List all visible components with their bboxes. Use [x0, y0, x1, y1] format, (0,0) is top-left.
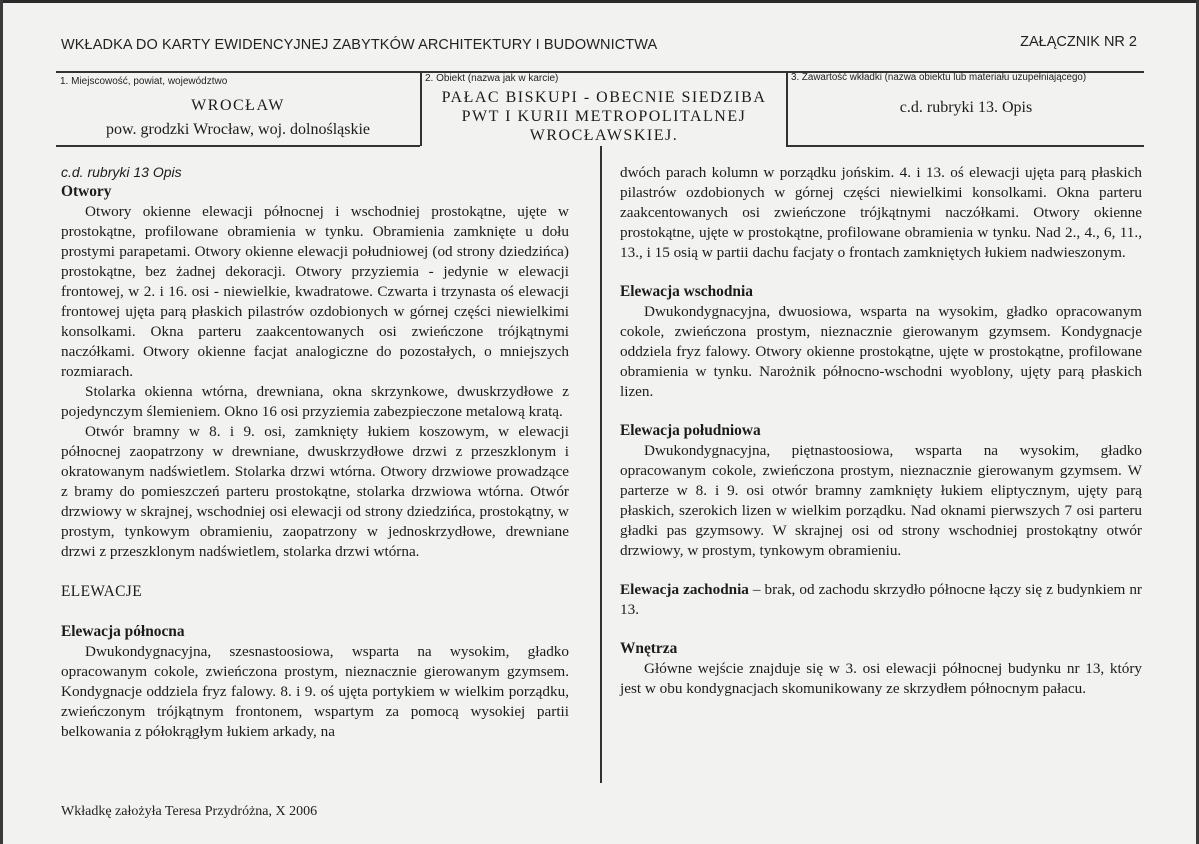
location-city: WROCŁAW	[191, 97, 285, 114]
scan-edge-top	[0, 0, 1199, 3]
object-label: 2. Obiekt (nazwa jak w karcie)	[425, 73, 559, 84]
contents-label: 3. Zawartość wkładki (nazwa obiektu lub materiału uzupełniającego)	[791, 72, 1087, 83]
paragraph-elewacja-polnocna: Dwukondygnacyjna, szesnastoosiowa, wsparta na wysokim, gładko opracowanym cokole, zwieńczona prostym, nieznacznie gierowanym gzymsem. Kondygnacje oddziela fryz falowy. 8. i 9. oś ujęta portykiem w wielkim porządku, zwieńczonym trójkątnym frontonem, wspartym za pomocą wysokiej partii belkowania z półokrągłym łukiem arkady, na	[61, 643, 569, 740]
paragraph-otwory-1: Otwory okienne elewacji północnej i wschodniej prostokątne, ujęte w prostokątne, profilowane obramienia w tynku. Obramienia zamknięte u dołu prostymi parapetami. Otwory okienne elewacji południowej (od strony dziedzińca) prostokątne, bez żadnej dekoracji. Otwory przyziemia - jedynie w elewacji frontowej, w 2. i 16. osi - niewielkie, kwadratowe. Czwarta i trzynasta oś elewacji frontowej ujęta parą płaskich pilastrów ozdobionych w górnej części niewielkimi konsolkami. Okna parteru zaakcentowanych osi zwieńczone trójkątnymi naczółkami. Otwory okienne facjat analogiczne do pozostałych, o mniejszych rozmiarach.	[61, 203, 569, 380]
footer-author-note: Wkładkę założyła Teresa Przydróżna, X 2006	[61, 804, 318, 819]
form-title: WKŁADKA DO KARTY EWIDENCYJNEJ ZABYTKÓW ARCHITEKTURY I BUDOWNICTWA	[61, 37, 658, 53]
object-name-line1: PAŁAC BISKUPI - OBECNIE SIEDZIBA	[441, 89, 767, 106]
elewacja-zachodnia-text: – brak, od zachodu skrzydło północne łączy się z budynkiem nr 13.	[620, 581, 1142, 618]
box-divider-2	[786, 71, 788, 146]
paragraph-otwory-2: Stolarka okienna wtórna, drewniana, okna skrzynkowe, dwuskrzydłowe z pojedynczym ślemieniem. Okno 16 osi przyziemia zabezpieczone metalową kratą.	[61, 383, 569, 420]
contents-value: c.d. rubryki 13. Opis	[899, 99, 1033, 116]
section-heading-elewacja-polnocna: Elewacja północna	[61, 623, 185, 640]
section-heading-otwory: Otwory	[61, 183, 112, 200]
box-divider-1	[420, 71, 422, 146]
location-label: 1. Miejscowość, powiat, województwo	[60, 76, 228, 87]
continuation-note: c.d. rubryki 13 Opis	[61, 164, 182, 180]
scan-edge-left	[0, 0, 3, 844]
section-heading-wnetrza: Wnętrza	[620, 640, 678, 657]
object-name-line2: PWT I KURII METROPOLITALNEJ	[461, 108, 747, 125]
box-bottom-rule-right	[786, 145, 1144, 147]
box-bottom-rule-left	[56, 145, 420, 147]
paragraph-elewacja-zachodnia	[620, 580, 1142, 620]
paragraph-elewacja-wschodnia: Dwukondygnacyjna, dwuosiowa, wsparta na wysokim, gładko opracowanym cokole, zwieńczona prostym, nieznacznie gierowanym gzymsem. Kondygnacje oddziela fryz falowy. Otwory okienne prostokątne, ujęte w prostokątne, profilowane obramienia w tynku. Narożnik północno-wschodni wyoblony, ujęty parą płaskich lizen.	[620, 303, 1142, 400]
section-heading-elewacja-wschodnia: Elewacja wschodnia	[620, 283, 753, 300]
section-heading-elewacja-zachodnia: Elewacja zachodnia	[620, 581, 749, 598]
right-column	[620, 163, 1142, 699]
paragraph-elewacja-polnocna-cont: dwóch parach kolumn w porządku jońskim. 4. i 13. oś elewacji ujęta parą płaskich pilastrów ozdobionych w górnej części niewielkimi konsolkami. Okna parteru zaakcentowanych osi zwieńczone trójkątnymi naczółkami. Otwory okienne prostokątne, ujęte w prostokątne, profilowane obramienia w tynku. Nad 2., 4., 6, 11., 13., i 15 osią w partii dachu facjaty o frontach zamkniętych łukiem nadwieszonym.	[620, 164, 1142, 261]
location-district: pow. grodzki Wrocław, woj. dolnośląskie	[105, 121, 371, 138]
attachment-number: ZAŁĄCZNIK NR 2	[1020, 34, 1137, 50]
section-heading-elewacje: ELEWACJE	[61, 583, 142, 600]
column-divider	[600, 146, 602, 783]
object-name-line3: WROCŁAWSKIEJ.	[529, 127, 679, 144]
paragraph-elewacja-poludniowa: Dwukondygnacyjna, piętnastoosiowa, wsparta na wysokim, gładko opracowanym cokole, zwieńczona prostym, nieznacznie gierowanym gzymsem. W parterze w 8. i 9. osi otwór bramny zamknięty łukiem eliptycznym, ujęty parą płaskich, szerokich lizen w wielkim porządku. Nad oknami pierwszych 7 osi parteru gładki pas gzymsowy. W skrajnej osi od strony wschodniej prostokątny otwór drzwiowy, w prostym, tynkowym obramieniu.	[620, 442, 1142, 559]
paragraph-wnetrza: Główne wejście znajduje się w 3. osi elewacji północnej budynku nr 13, który jest w obu kondygnacjach skomunikowany ze skrzydłem północnym pałacu.	[620, 660, 1142, 697]
section-heading-elewacja-poludniowa: Elewacja południowa	[620, 422, 761, 439]
paragraph-otwory-3: Otwór bramny w 8. i 9. osi, zamknięty łukiem koszowym, w elewacji północnej zaopatrzony w drewniane, dwuskrzydłowe drzwi z przeszklonym i okratowanym nadświetlem. Stolarka drzwi wtórna. Otwory drzwiowe prowadzące z bramy do pomieszczeń parteru prostokątne, stolarka drzwiowa wtórna. Otwór drzwiowy w skrajnej, wschodniej osi elewacji od strony dziedzińca, prostokątny, w prostym, tynkowym obramieniu, zaopatrzony w jednoskrzydłowe, drewniane drzwi z przeszklonym nadświetlem, stolarka drzwi wtórna.	[61, 423, 569, 560]
left-column	[61, 163, 569, 742]
